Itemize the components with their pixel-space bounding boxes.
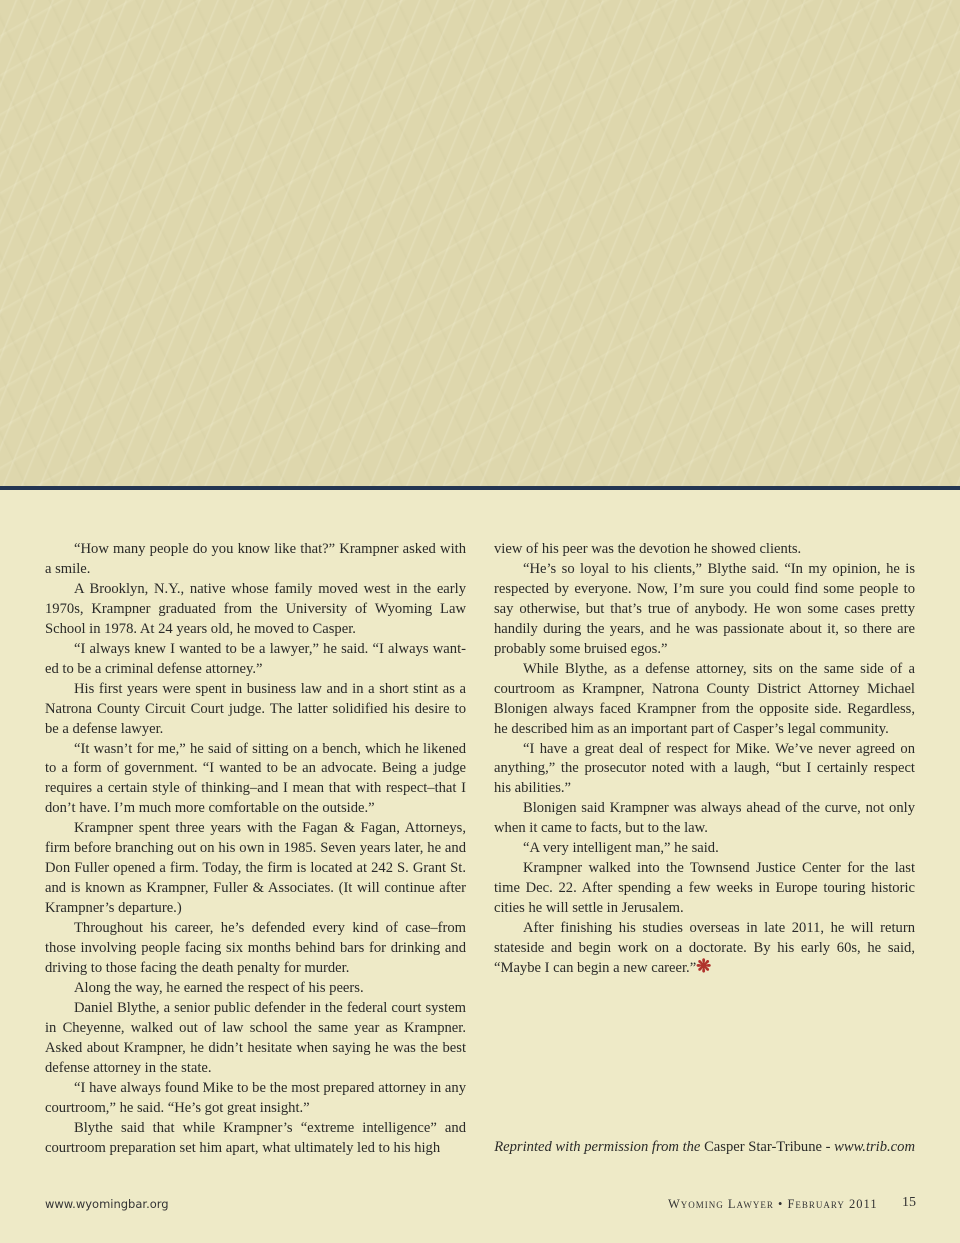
article-column-right bbox=[494, 540, 915, 979]
page-number: 15 bbox=[902, 1195, 916, 1210]
footer-website: www.wyomingbar.org bbox=[45, 1197, 169, 1211]
credit-separator: - bbox=[822, 1139, 835, 1155]
paragraph: “I have always found Mike to be the most prepared attorney in any courtroom,” he said. “He’s got great insight.” bbox=[45, 1079, 466, 1116]
paragraph: “I have a great deal of respect for Mike. We’ve never agreed on anything,” the prosecutor noted with a laugh, “but I certainly respect his abilities.” bbox=[494, 740, 915, 797]
paragraph: “He’s so loyal to his clients,” Blythe said. “In my opinion, he is respected by everyone. Now, I’m sure you could find some people to say otherwise, but that’s true of anybody. He won some cases pretty handily during the years, and he was passionate about it, so there are probably some bruised egos.” bbox=[494, 560, 915, 657]
credit-prefix: Reprinted with permission from the bbox=[494, 1139, 705, 1155]
footer-magazine-issue: Wyoming Lawyer • February 2011 bbox=[668, 1197, 878, 1211]
paragraph: Throughout his career, he’s defended every kind of case–from those involving people facing six months behind bars for drinking and driving to those facing the death penalty for murder. bbox=[45, 920, 466, 977]
paragraph: Krampner spent three years with the Fagan & Fagan, Attorneys, firm before branching out on his own in 1985. Seven years later, he and Don Fuller opened a firm. Today, the firm is located at 242 S. Grant St. and is known as Krampner, Fuller & Associates. (It will continue after Krampner’s departure.) bbox=[45, 820, 466, 917]
last-paragraph bbox=[494, 919, 915, 979]
paragraph: Blythe said that while Krampner’s “extreme intelligence” and courtroom preparation set him apart, what ultimately led to his high bbox=[45, 1119, 466, 1156]
credit-url: www.trib.com bbox=[834, 1139, 915, 1155]
paragraph: “A very intelligent man,” he said. bbox=[523, 840, 719, 857]
hero-image-grass-texture bbox=[0, 0, 960, 486]
article-column-left bbox=[45, 540, 466, 1159]
paragraph: Along the way, he earned the respect of his peers. bbox=[74, 979, 364, 996]
end-of-article-icon: ❋ bbox=[696, 956, 712, 977]
paragraph: “I always knew I wanted to be a lawyer,” he said. “I always wanted to be a criminal defense attorney.” bbox=[45, 640, 466, 677]
paragraph: Daniel Blythe, a senior public defender in the federal court system in Cheyenne, walked out of law school the same year as Krampner. Asked about Krampner, he didn’t hesitate when saying he was the best defense attorney in the state. bbox=[45, 999, 466, 1076]
paragraph: view of his peer was the devotion he showed clients. bbox=[494, 541, 802, 557]
paragraph: While Blythe, as a defense attorney, sits on the same side of a courtroom as Krampner, Natrona County District Attorney Michael Blonigen always faced Krampner from the opposite side. Regardless, he described him as an important part of Casper’s legal community. bbox=[494, 660, 915, 737]
paragraph: Krampner walked into the Townsend Justice Center for the last time Dec. 22. After spending a few weeks in Europe touring historic cities he will settle in Jerusalem. bbox=[494, 860, 915, 917]
paragraph-text: After finishing his studies overseas in late 2011, he will return stateside and begin work on a doctorate. By his early 60s, he said, “Maybe I can begin a new career.” bbox=[494, 920, 915, 977]
paragraph: His first years were spent in business law and in a short stint as a Natrona County Circuit Court judge. The latter solidified his desire to be a defense lawyer. bbox=[45, 680, 466, 737]
paragraph: “It wasn’t for me,” he said of sitting on a bench, which he likened to a form of government. “I wanted to be an advocate. Being a judge requires a certain style of thinking–and I mean that with respect–that I don’t have. I’m much more comfortable on the outside.” bbox=[45, 740, 466, 817]
credit-publication: Casper Star-Tribune bbox=[704, 1139, 822, 1155]
paragraph: “How many people do you know like that?” Krampner asked with a smile. bbox=[45, 541, 466, 577]
paragraph: A Brooklyn, N.Y., native whose family moved west in the early 1970s, Krampner graduated from the University of Wyoming Law School in 1978. At 24 years old, he moved to Casper. bbox=[45, 580, 466, 637]
hero-divider-rule bbox=[0, 486, 960, 490]
reprint-credit bbox=[494, 1139, 915, 1156]
paragraph: Blonigen said Krampner was always ahead of the curve, not only when it came to facts, but to the law. bbox=[494, 800, 915, 837]
